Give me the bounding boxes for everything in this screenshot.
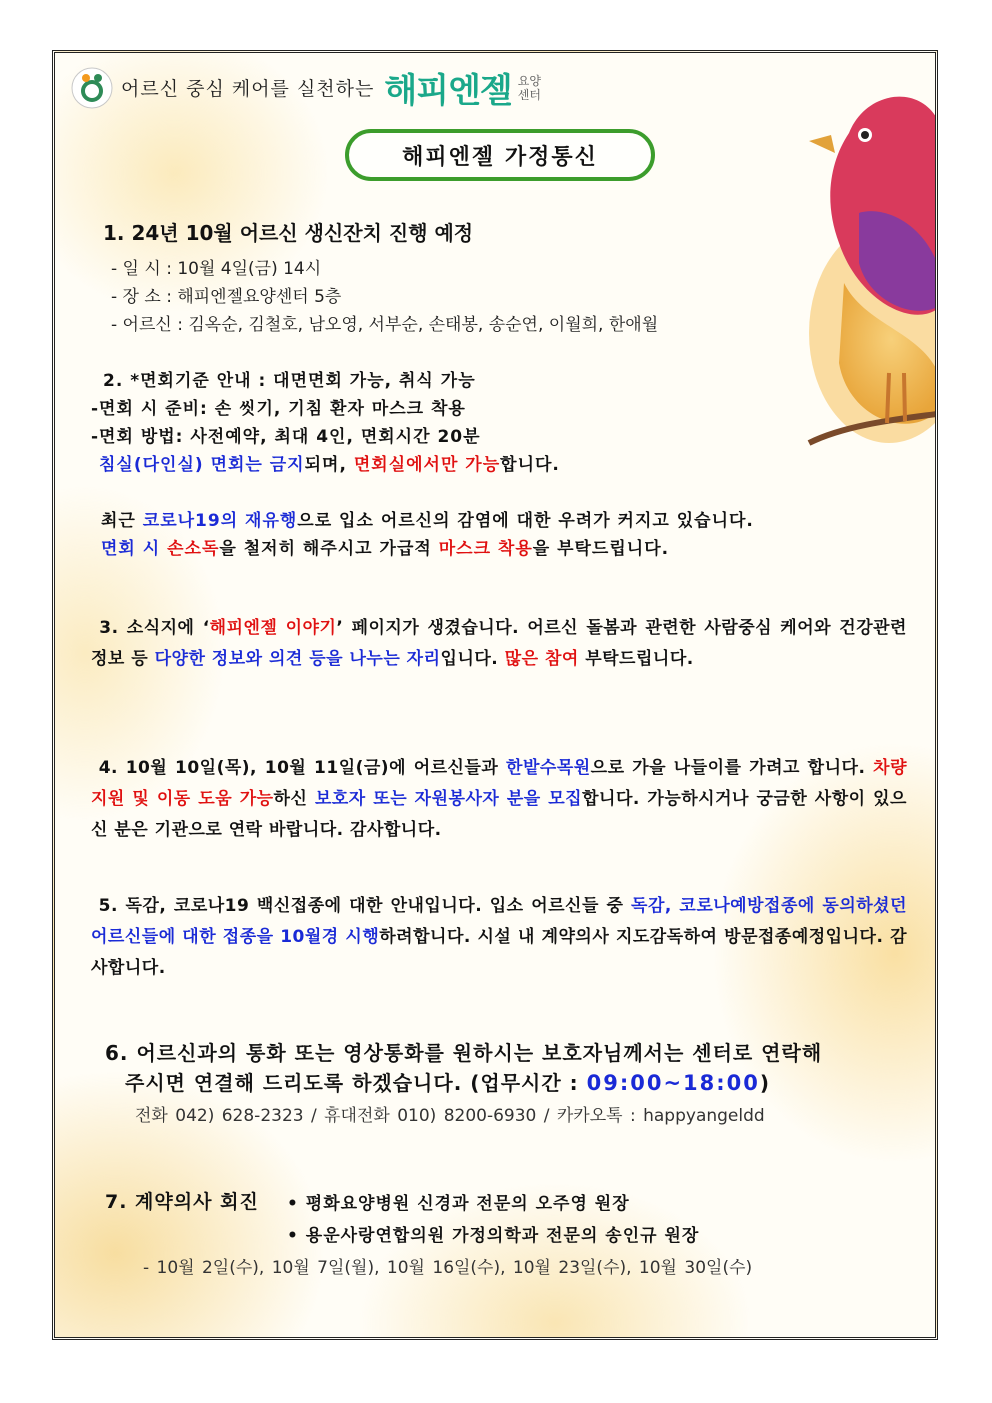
s3-page-name: 해피엔젤 이야기 [209, 618, 337, 638]
section-5 [91, 891, 907, 984]
visit-end: 을 부탁드립니다. [532, 539, 670, 559]
doctor-1: • 평화요양병원 신경과 전문의 오주영 원장 [287, 1194, 630, 1214]
s3-g: 부탁드립니다. [578, 649, 694, 669]
s3-e: 입니다. [440, 649, 505, 669]
s4-g: 합니다. 가능하시거나 궁금한 사항이 있으신 분은 기관으로 연락 바랍니다. 감사합니다. [91, 789, 907, 840]
s3-a: 3. 소식지에 ‘ [99, 618, 210, 638]
s4-c: 으로 가을 나들이를 가려고 합니다. [590, 758, 874, 778]
rule-end: 합니다. [500, 455, 560, 475]
s5-vaccine: 독감, 코로나예방접종에 동의하셨던 어르신들에 대한 접종을 10월경 시행 [91, 896, 908, 947]
s4-e: 하신 [273, 789, 315, 809]
s3-highlight: 다양한 정보와 의견 등을 나누는 자리 [154, 649, 441, 669]
section-2-rule [99, 450, 560, 475]
visit-dates: - 10월 2일(수), 10월 7일(월), 10월 16일(수), 10월 23일(수), 10월 30일(수) [143, 1258, 753, 1278]
visit-sanitize: 손소독 [167, 539, 220, 559]
rule-allowed: 면회실에서만 가능 [353, 455, 501, 475]
section-2-visit [101, 534, 669, 559]
bird-illustration [769, 73, 938, 503]
header-tagline: 어르신 중심 케어를 실천하는 [121, 78, 375, 100]
section-2-covid [101, 506, 754, 531]
center-logo-icon [71, 67, 113, 109]
s5-a: 5. 독감, 코로나19 백신접종에 대한 안내입니다. 입소 어르신들 중 [98, 896, 632, 916]
section-7-heading: 7. 계약의사 회진 [105, 1191, 259, 1213]
covid-rest: 으로 입소 어르신의 감염에 대한 우려가 커지고 있습니다. [297, 511, 754, 531]
section-6-line2 [125, 1067, 770, 1096]
visit-mask: 마스크 착용 [438, 539, 533, 559]
contact-info: 전화 042) 628-2323 / 휴대전화 010) 8200-6930 / 카카오톡 : happyangeldd [135, 1106, 765, 1126]
section-4 [91, 753, 907, 846]
business-hours: 09:00~18:00 [586, 1071, 760, 1095]
page-title: 해피엔젤 가정통신 [345, 129, 655, 181]
section-2-heading: 2. *면회기준 안내 : 대면면회 가능, 취식 가능 [103, 371, 476, 391]
covid-highlight: 코로나19의 재유행 [142, 511, 298, 531]
brand-name: 해피엔젤 [384, 71, 512, 111]
section-2-method: -면회 방법: 사전예약, 최대 4인, 면회시간 20분 [91, 427, 481, 447]
section-1-place: - 장 소 : 해피엔젤요양센터 5층 [111, 287, 342, 307]
section-3 [91, 613, 907, 675]
section-6-line1: 6. 어르신과의 통화 또는 영상통화를 원하시는 보호자님께서는 센터로 연락해 [105, 1041, 823, 1065]
s3-participation: 많은 참여 [504, 649, 579, 669]
section-2-prep: -면회 시 준비: 손 씻기, 기침 환자 마스크 착용 [91, 399, 466, 419]
s4-a: 4. 10월 10일(목), 10월 11일(금)에 어르신들과 [98, 758, 507, 778]
s4-recruit: 보호자 또는 자원봉사자 분을 모집 [314, 789, 583, 809]
visit-middle: 을 철저히 해주시고 가급적 [219, 539, 439, 559]
section-1-date: - 일 시 : 10월 4일(금) 14시 [111, 259, 322, 279]
section-1-heading: 1. 24년 10월 어르신 생신잔치 진행 예정 [103, 221, 474, 245]
s3-c: ’ 페이지가 생겼습니다. 어르신 돌봄과 관련한 사람중심 케어와 건강관련 정보 등 [91, 618, 907, 669]
s6-close: ) [759, 1071, 771, 1095]
rule-text: 되며, [304, 455, 354, 475]
section-1-people: - 어르신 : 김옥순, 김철호, 남오영, 서부순, 손태봉, 송순연, 이월희, 한애월 [111, 315, 659, 335]
header [71, 63, 548, 112]
covid-prefix: 최근 [101, 511, 143, 531]
s4-place: 한밭수목원 [506, 758, 591, 778]
doctor-2: • 용운사랑연합의원 가정의학과 전문의 송인규 원장 [287, 1226, 700, 1246]
s6-line2-text: 주시면 연결해 드리도록 하겠습니다. (업무시간 : [125, 1071, 587, 1095]
visit-prefix: 면회 시 [101, 539, 168, 559]
newsletter-frame [52, 50, 938, 1340]
s4-vehicle: 차량 지원 및 이동 도움 가능 [91, 758, 907, 809]
s5-c: 하려합니다. 시설 내 계약의사 지도감독하여 방문접종예정입니다. 감사합니다. [91, 927, 907, 978]
rule-forbidden: 침실(다인실) 면회는 금지 [99, 455, 305, 475]
brand-sub: 요양 센터 [517, 73, 541, 102]
